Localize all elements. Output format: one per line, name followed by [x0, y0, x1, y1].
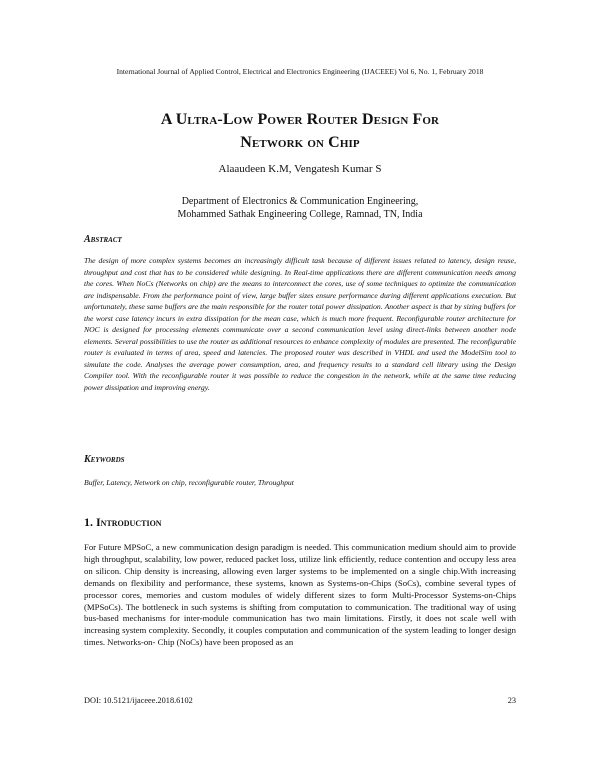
paper-title	[60, 108, 540, 154]
paper-title-line-2: Network on Chip	[240, 134, 360, 151]
introduction-heading: 1. Introduction	[84, 515, 162, 529]
abstract-body: The design of more complex systems becomes an increasingly difficult task because of different issues related to latency, design reuse, throughput and cost that has to be considered while designing. In Real-time applications there are different communication needs among the cores. When NoCs (Networks on chip) are the means to interconnect the cores, use of some techniques to optimize the communication are indispensable. From the performance point of view, large buffer sizes ensure performance during different applications execution. But unfortunately, these same buffers are the main responsible for the router total power dissipation. Another aspect is that by sizing buffers for the worst case latency incurs in extra dissipation for the mean case, which is much more frequent. Reconfigurable router architecture for NOC is designed for processing elements communicate over a second communication level using direct-links between another node elements. Several possibilities to use the router as additional resources to enhance complexity of modules are presented. The reconfigurable router is evaluated in terms of area, speed and latencies. The proposed router was described in VHDL and used the ModelSim tool to simulate the code. Analyses the average power consumption, area, and frequency results to a standard cell library using the Design Compiler tool. With the reconfigurable router it was possible to reduce the congestion in the network, while at the same time reducing power dissipation and improving energy.	[84, 256, 516, 392]
keywords-heading: Keywords	[84, 454, 125, 465]
keywords-body: Buffer, Latency, Network on chip, reconfigurable router, Throughput	[84, 478, 294, 487]
abstract-heading: Abstract	[84, 234, 122, 245]
footer-doi: DOI: 10.5121/ijaceee.2018.6102	[84, 696, 193, 705]
introduction-body: For Future MPSoC, a new communication design paradigm is needed. This communication medium should aim to provide high throughput, scalability, low power, reduced packet loss, utilize link efficiently, reduce contention and occupy less area on silicon. Chip density is increasing, allowing even larger systems to be implemented on a single chip.With increasing demands on flexibility and performance, these systems, known as Systems-on-Chips (SoCs), combine several types of processor cores, memories and custom modules of widely different sizes to form Multi-Processor Systems-on-Chips (MPSoCs). The bottleneck in such systems is shifting from computation to communication. The traditional way of using bus-based mechanisms for inter-module communication has two main limitations. Firstly, it does not scale well with increasing system complexity. Secondly, it couples computation and communication of the system leading to longer design times. Networks-on- Chip (NoCs) have been proposed as an	[84, 542, 516, 648]
affiliation-line-1: Department of Electronics & Communication Engineering,	[181, 196, 419, 207]
footer-page-number: 23	[507, 696, 516, 705]
paper-title-line-1: A Ultra-Low Power Router Design For	[160, 111, 440, 128]
running-header: International Journal of Applied Control, Electrical and Electronics Engineering (IJACEEE) Vol 6, No. 1, February 2018	[116, 67, 484, 76]
paper-authors: Alaaudeen K.M, Vengatesh Kumar S	[218, 163, 382, 175]
affiliation-line-2: Mohammed Sathak Engineering College, Ramnad, TN, India	[177, 209, 423, 220]
paper-affiliation	[0, 195, 600, 221]
